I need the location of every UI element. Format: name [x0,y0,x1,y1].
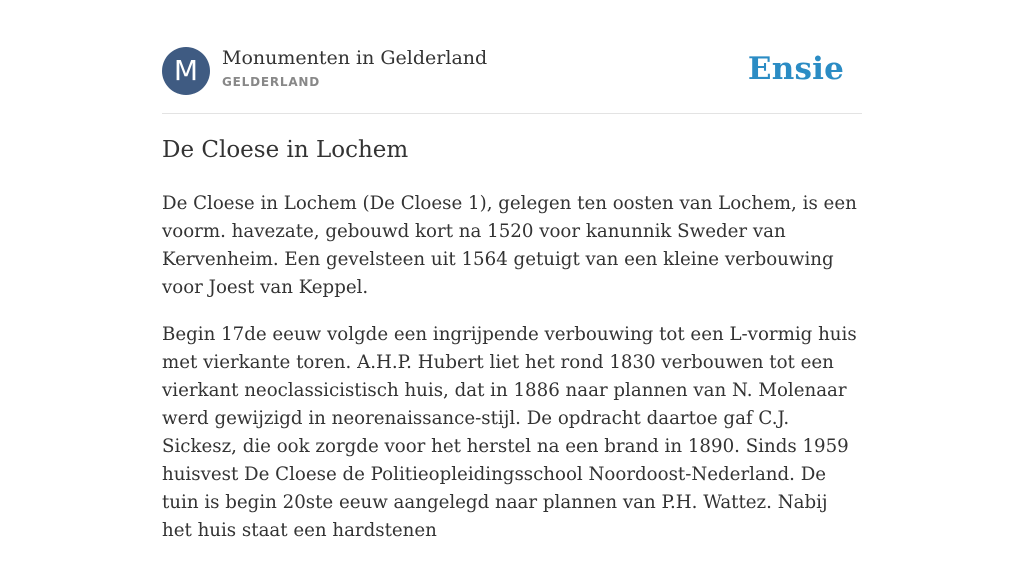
site-title[interactable]: Monumenten in Gelderland [222,47,488,69]
site-subtitle[interactable]: GELDERLAND [222,75,321,89]
paragraph: Begin 17de eeuw volgde een ingrijpende verbouwing tot een L-vormig huis met vierkante toren. A.H.P. Hubert liet het rond 1830 verbouwen tot een vierkant neoclassicistisch huis, dat in 1886 naar plannen van N. Molenaar werd gewijzigd in neorenaissance-stijl. De opdracht daartoe gaf C.J. Sickesz, die ook zorgde voor het herstel na een brand in 1890. Sinds 1959 huisvest De Cloese de Politieopleidingsschool Noordoost-Nederland. De tuin is begin 20ste eeuw aangelegd naar plannen van P.H. Wattez. Nabij het huis staat een hardstenen [162,324,857,541]
brand-logo[interactable]: Ensie [747,51,844,87]
header [162,47,862,97]
paragraph: De Cloese in Lochem (De Cloese 1), gelegen ten oosten van Lochem, is een voorm. havezate, gebouwd kort na 1520 voor kanunnik Sweder van Kervenheim. Een gevelsteen uit 1564 getuigt van een kleine verbouwing voor Joest van Keppel. [162,193,857,298]
divider [162,113,862,114]
avatar[interactable]: M [162,47,210,95]
article-title: De Cloese in Lochem [162,137,409,163]
article-body [162,190,862,564]
